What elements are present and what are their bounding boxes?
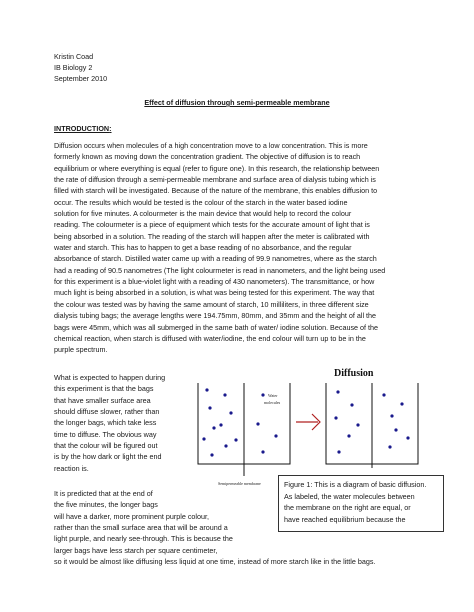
figure-caption xyxy=(278,475,444,532)
intro-line: for this experiment is a blue-violet light with a reading of 430 nanometers). The transmittance, or how xyxy=(54,277,375,287)
intro-line: reading. The colourmeter is a piece of equipment which tests for the accurate amount of light that is xyxy=(54,220,370,230)
section-heading-text: INTRODUCTION xyxy=(54,124,110,133)
intro-line: dialysis tubing bags; the average lengths were 194.75mm, 80mm, and 35mm and the height of all the xyxy=(54,311,377,321)
water-molecule-dot xyxy=(208,406,211,409)
author-name: Kristin Coad xyxy=(54,52,94,61)
hypothesis-line: should diffuse slower, rather than xyxy=(54,407,160,417)
intro-line: purple spectrum. xyxy=(54,345,108,355)
membrane-label: Semipermeable membrane xyxy=(218,481,261,486)
water-molecule-dot xyxy=(337,450,340,453)
water-molecule-dot xyxy=(212,426,215,429)
prediction-line: larger bags have less starch per square centimeter, xyxy=(54,545,218,555)
water-molecule-dot xyxy=(205,388,208,391)
water-molecule-dot xyxy=(224,444,227,447)
prediction-line: so it would be almost like diffusing less liquid at one time, instead of more starch like in the little bags. xyxy=(54,557,376,567)
water-molecule-dot xyxy=(261,393,264,396)
water-molecule-dot xyxy=(261,450,264,453)
caption-line: As labeled, the water molecules between xyxy=(284,491,415,501)
hypothesis-line: is by the how dark or light the end xyxy=(54,452,162,462)
prediction-line: light purple, and nearly see-through. This is because the xyxy=(54,534,233,544)
figure-heading: Diffusion xyxy=(334,368,374,379)
water-molecule-dot xyxy=(390,414,393,417)
water-molecule-dot xyxy=(202,437,205,440)
water-molecule-dot xyxy=(400,402,403,405)
hypothesis-line: What is expected to happen during xyxy=(54,373,166,382)
water-molecule-dot xyxy=(210,453,213,456)
paper-title: Effect of diffusion through semi-permeable membrane xyxy=(144,98,330,107)
date: September 2010 xyxy=(54,74,108,83)
intro-line: had a reading of 90.5 nanometres (The light colourmeter is read in nanometers, and the light being used xyxy=(54,265,386,275)
intro-line: solution for five minutes. A colourmeter is the main device that would help to record the colour xyxy=(54,209,352,219)
water-molecule-dot xyxy=(256,422,259,425)
water-molecule-dot xyxy=(229,411,232,414)
section-heading: INTRODUCTION: xyxy=(54,124,112,133)
caption-line: the membrane on the right are equal, or xyxy=(284,503,411,512)
hypothesis-line: the longer bags, which take less xyxy=(54,418,157,428)
intro-line: being absorbed in a solution. The reading of the starch will happen after the meter is calibrated with xyxy=(54,231,370,241)
hypothesis-line: time to diffuse. The obvious way xyxy=(54,429,157,439)
intro-line: occur. The results which would be tested is the colour of the starch in the water based iodine xyxy=(54,197,348,207)
intro-line: equilibrium or where everything is equal (refer to figure one). In this research, the relationship between xyxy=(54,163,380,173)
course-name: IB Biology 2 xyxy=(54,63,93,72)
intro-line: filled with starch will be investigated. Because of the nature of the membrane, this enables diffusion to xyxy=(54,186,378,196)
water-molecule-dot xyxy=(382,393,385,396)
water-molecule-dot xyxy=(406,436,409,439)
intro-line: bags were 45mm, which was all submerged in the same bath of water/ iodine solution. Because of the xyxy=(54,322,379,332)
hypothesis-line: reaction is. xyxy=(54,463,89,473)
legend-label-2: molecules xyxy=(264,400,281,405)
intro-line: absorbance of starch. Distilled water came up with a reading of 99.9 nanometres, where as the starch xyxy=(54,254,377,264)
water-molecule-dot xyxy=(234,438,237,441)
intro-line: Diffusion occurs when molecules of a high concentration move to a low concentration. This is more xyxy=(54,141,368,150)
intro-line: the rate of diffusion through a semi-permeable membrane and surface area of dialysis tubing which is xyxy=(54,175,376,185)
water-molecule-dot xyxy=(394,428,397,431)
hypothesis-line: that the colour will be figured out xyxy=(54,441,158,451)
prediction-line: rather than the small surface area that will be around a xyxy=(54,523,228,533)
hypothesis-line: this experiment is that the bags xyxy=(54,384,154,394)
hypothesis-line: that have smaller surface area xyxy=(54,395,151,405)
water-molecule-dot xyxy=(356,423,359,426)
prediction-line: It is predicted that at the end of xyxy=(54,489,153,498)
water-molecule-dot xyxy=(350,403,353,406)
prediction-line: the five minutes, the longer bags xyxy=(54,500,158,510)
water-molecule-dot xyxy=(336,390,339,393)
intro-line: water and starch. This has to happen to get a base reading of no absorbance, and the regular xyxy=(54,243,352,253)
intro-line: much light is being absorbed in a solution, is what was being tested for this experiment. The way that xyxy=(54,288,375,298)
intro-line: chemical reaction, when starch is diffused with water/iodine, the end colour will turn up to be in the xyxy=(54,333,366,343)
intro-line: formerly known as moving down the concentration gradient. The objective of diffusion is to reach xyxy=(54,152,361,162)
water-molecule-dot xyxy=(219,423,222,426)
water-molecule-dot xyxy=(334,416,337,419)
legend-label-1: Water xyxy=(268,393,278,398)
caption-line: have reached equilibrium because the xyxy=(284,514,406,524)
water-molecule-dot xyxy=(274,434,277,437)
water-molecule-dot xyxy=(223,393,226,396)
water-molecule-dot xyxy=(347,434,350,437)
water-molecule-dot xyxy=(388,445,391,448)
prediction-line: will have a darker, more prominent purple colour, xyxy=(54,511,210,521)
caption-line: Figure 1: This is a diagram of basic diffusion. xyxy=(284,480,427,489)
intro-line: the colour was tested was by having the same amount of starch, 10 milliliters, in three different size xyxy=(54,299,369,309)
